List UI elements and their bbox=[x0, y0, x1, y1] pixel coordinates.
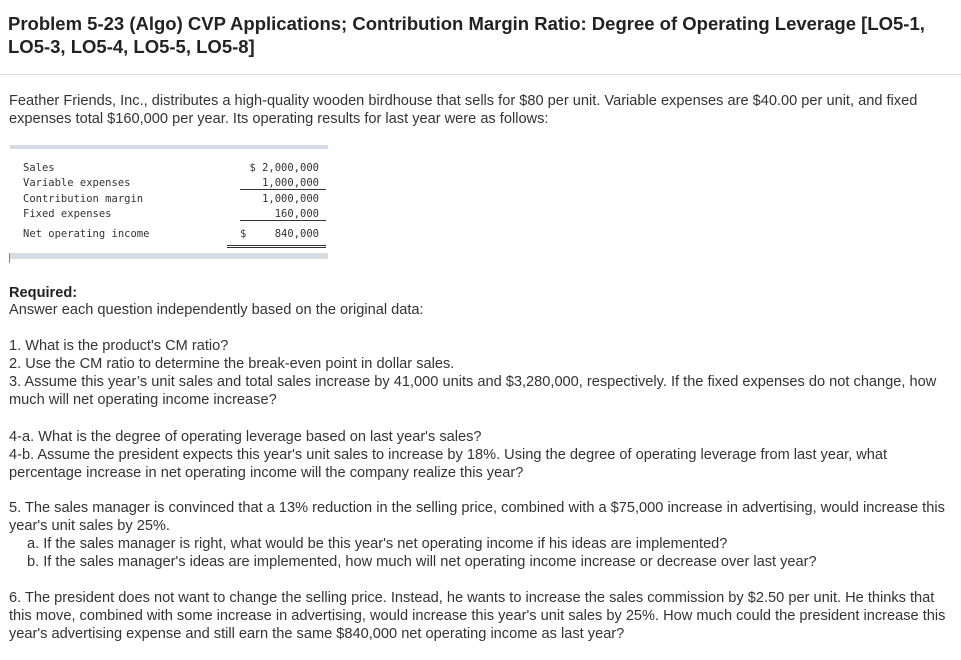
required-heading: Required: bbox=[9, 285, 78, 301]
problem-title: Problem 5-23 (Algo) CVP Applications; Contribution Margin Ratio: Degree of Operating Leverage [LO5-1, LO5-3, LO5-4, LO5-5, LO5-8] bbox=[8, 13, 925, 57]
table-bottom-bar bbox=[10, 253, 328, 259]
question-5: 5. The sales manager is convinced that a 13% reduction in the selling price, combined with a $75,000 increase in advertising, would increase this year's unit sales by 25%. bbox=[9, 500, 945, 534]
row-label: Net operating income bbox=[23, 228, 150, 240]
row-currency: $ bbox=[240, 228, 247, 240]
statement-row-net-operating-income bbox=[23, 228, 323, 242]
question-5b: b. If the sales manager's ideas are implemented, how much will net operating income increase or decrease over last year? bbox=[27, 554, 817, 570]
double-underline-top bbox=[227, 245, 326, 246]
question-1: 1. What is the product's CM ratio? bbox=[9, 338, 229, 354]
row-amount: 840,000 bbox=[274, 228, 319, 240]
intro-paragraph: Feather Friends, Inc., distributes a high-quality wooden birdhouse that sells for $80 per unit. Variable expenses are $40.00 per unit, and fixed expenses total $160,000 per year. Its operating results for last year were as follows: bbox=[9, 93, 918, 127]
question-2: 2. Use the CM ratio to determine the break-even point in dollar sales. bbox=[9, 356, 455, 372]
row-amount: 160,000 bbox=[274, 208, 319, 220]
table-left-edge bbox=[9, 253, 10, 263]
question-5a: a. If the sales manager is right, what would be this year's net operating income if his ideas are implemented? bbox=[27, 536, 728, 552]
statement-row-variable-expenses bbox=[23, 177, 323, 191]
double-underline-bottom bbox=[227, 247, 326, 248]
statement-row-fixed-expenses bbox=[23, 208, 323, 222]
required-instruction: Answer each question independently based on the original data: bbox=[9, 302, 424, 318]
row-amount: $ 2,000,000 bbox=[249, 162, 319, 174]
question-4b: 4-b. Assume the president expects this year's unit sales to increase by 18%. Using the degree of operating leverage from last year, what percentage increase in net operating income will the company realize this year? bbox=[9, 447, 888, 481]
question-4a: 4-a. What is the degree of operating leverage based on last year's sales? bbox=[9, 429, 482, 445]
row-label: Contribution margin bbox=[23, 193, 144, 205]
row-amount: 1,000,000 bbox=[262, 177, 319, 189]
statement-row-sales bbox=[23, 162, 323, 176]
income-statement-table bbox=[10, 145, 328, 263]
row-label: Variable expenses bbox=[23, 177, 131, 189]
row-amount: 1,000,000 bbox=[262, 193, 319, 205]
row-label: Fixed expenses bbox=[23, 208, 112, 220]
statement-row-contribution-margin bbox=[23, 193, 323, 207]
question-3: 3. Assume this year’s unit sales and total sales increase by 41,000 units and $3,280,000, respectively. If the fixed expenses do not change, how much will net operating income increase? bbox=[9, 374, 937, 408]
title-divider bbox=[0, 74, 961, 75]
row-label: Sales bbox=[23, 162, 55, 174]
question-6: 6. The president does not want to change the selling price. Instead, he wants to increase the sales commission by $2.50 per unit. He thinks that this move, combined with some increase in advertising, would increase this year's unit sales by 25%. How much could the president increase this year's advertising expense and still earn the same $840,000 net operating income as last year? bbox=[9, 590, 946, 642]
